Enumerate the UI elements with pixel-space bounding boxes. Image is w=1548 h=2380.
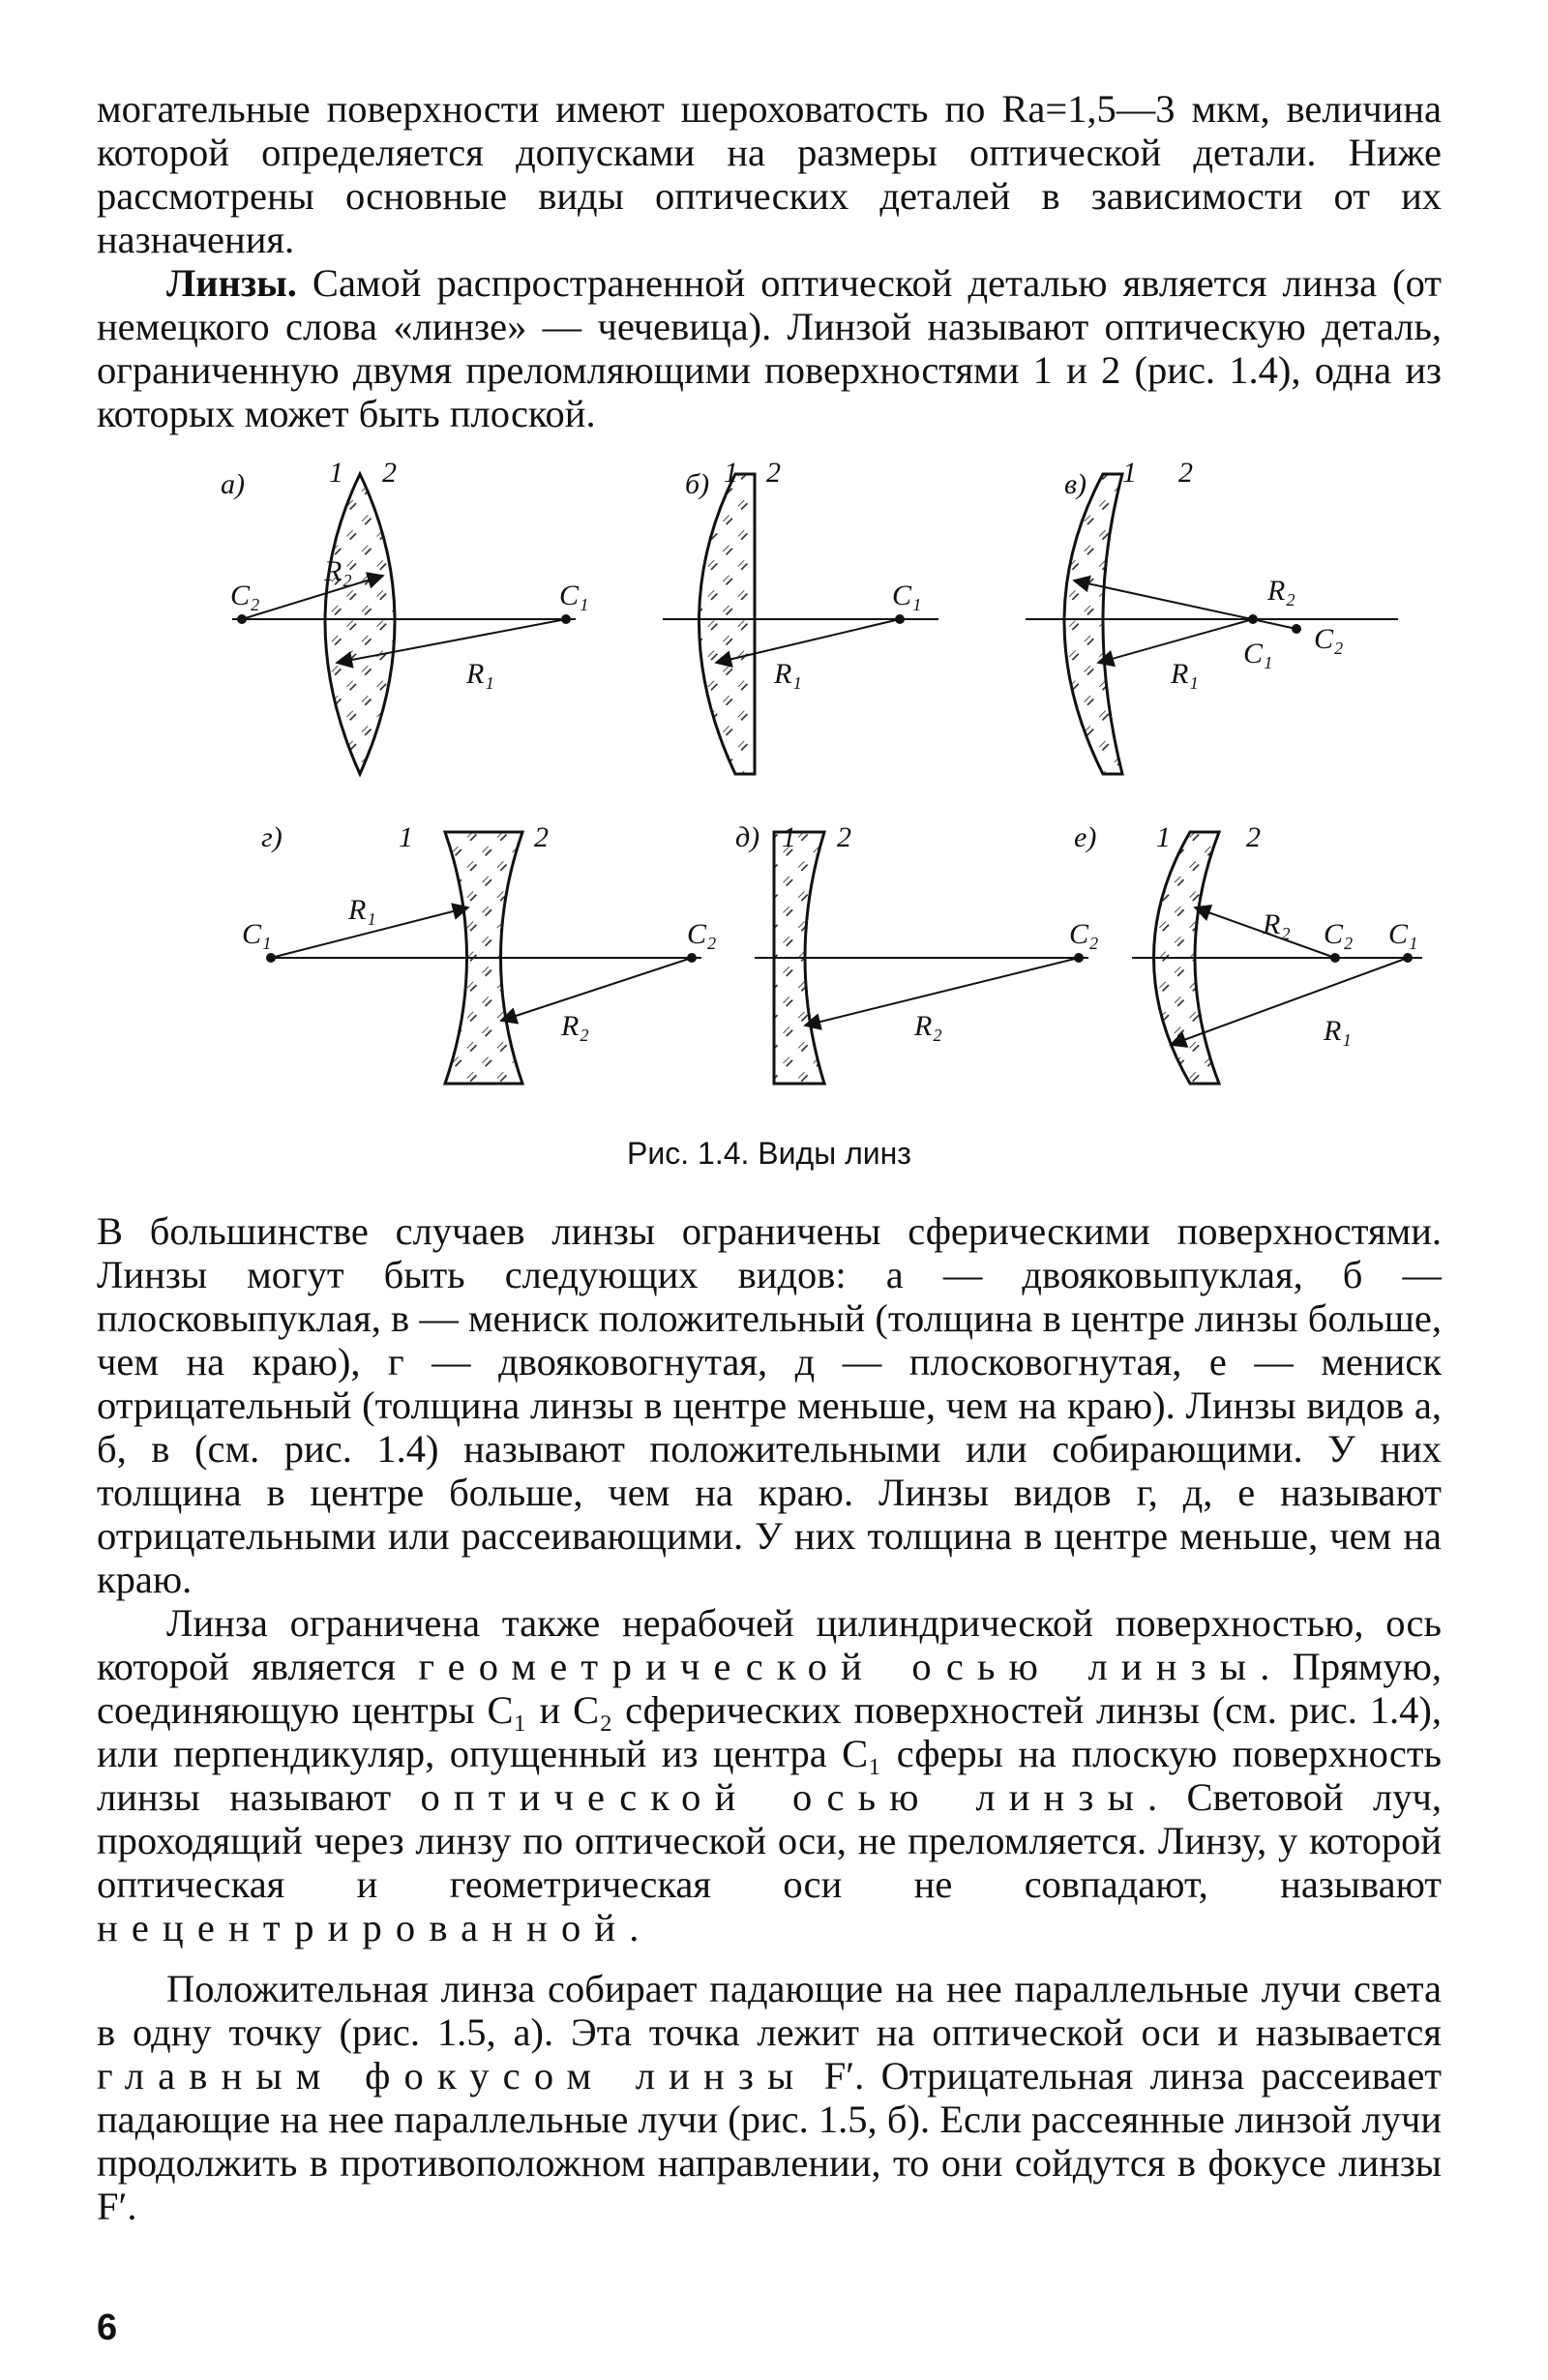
surface-2-label-g: 2 [534,821,549,853]
lens-b-body [700,474,756,774]
surface-1-label-d: 1 [782,821,796,853]
panel-v-positive-meniscus [1026,457,1398,774]
panel-tag-b: б) [685,468,710,500]
c2-label-d: C₂ [1069,918,1099,950]
panel-a-biconvex [221,457,588,774]
lens-diagrams [97,455,1442,1132]
figure-lens-types [97,455,1442,1209]
radius-r1-v [1098,619,1253,663]
focus-text-2: F′. Отрицательная линза рассеивает падающие на нее параллельные лучи (рис. 1.5, б). Если рассеянные линзой лучи продолжить в противоположном направлении, то они сойдутся в фокусе линзы F′. [97,2054,1443,2228]
paragraph-lenses-body: Самой распространенной оптической деталью является линза (от немецкого слова «линзе» — чечевица). Линзой называют оптическую деталь, ограниченную двумя преломляющими поверхностями 1 и 2 (рис. 1.4), одна из которых может быть плоской. [97,261,1442,435]
r2-label-d: R₂ [914,1010,942,1042]
surface-1-label-a: 1 [329,457,343,489]
surface-2-label-v: 2 [1178,457,1193,489]
figure-caption: Рис. 1.4. Виды линз [627,1136,911,1171]
r1-label-g: R₁ [348,894,376,926]
radius-r2-g [501,958,692,1021]
axes-text-2: . Прямую, соединяющую центры C₁ и C₂ сферических поверхностей линзы (см. рис. 1.4), или перпендикуляр, опущенный из центра C₁ сферы на плоскую поверхность линзы называют [97,1645,1442,1819]
panel-d-planoconcave [735,821,1098,1084]
lens-v-body [1064,474,1122,774]
r2-label-g: R₂ [561,1010,589,1042]
surface-2-label-a: 2 [382,457,397,489]
r2-label-v: R₂ [1267,575,1295,607]
r2-label-e: R₂ [1263,908,1291,940]
surface-2-label-e: 2 [1246,821,1261,853]
r1-label-e: R₁ [1324,1015,1352,1047]
surface-1-label-b: 1 [724,457,738,489]
r1-label-a: R₁ [466,658,494,690]
lens-a-body [325,474,395,774]
panel-b-planoconvex [663,457,938,774]
c1-label-b: C₁ [892,580,922,611]
term-main-focus: главным фокусом линзы [97,2054,808,2097]
c2-label-a: C₂ [230,580,260,611]
panel-e-negative-meniscus [1074,821,1422,1084]
c2-label-v: C₂ [1314,623,1344,655]
c1-label-g: C₁ [242,918,272,950]
c1-label-v: C₁ [1243,638,1273,669]
r2-label-a: R₂ [324,555,352,587]
paragraph-intro: могательные поверхности имеют шероховатость по Ra=1,5—3 мкм, величина которой определяется допусками на размеры оптической детали. Ниже рассмотрены основные виды оптических деталей в зависимости от их назначения. [97,87,1442,261]
paragraph-focus [97,1967,1442,2228]
page-content [97,87,1442,2228]
c2-label-g: C₂ [687,918,717,950]
r1-label-v: R₁ [1171,658,1199,690]
panel-tag-a: а) [221,468,245,500]
c1-label-e: C₁ [1388,918,1418,950]
section-heading-lenses: Линзы. [166,261,297,305]
term-decentered: нецентрированной [97,1906,630,1949]
radius-r1-e [1171,958,1408,1045]
term-optical-axis: оптической осью линзы [420,1775,1147,1819]
panel-tag-v: в) [1064,468,1087,500]
paragraph-lenses [97,261,1442,435]
axes-text-3: . Световой луч, проходящий через линзу по оптической оси, не преломляется. Линзу, у которой оптическая и геометрическая оси не совпадают, называют [97,1775,1442,1906]
panel-tag-d: д) [735,821,760,853]
axes-text-4: . [629,1906,640,1949]
surface-1-label-g: 1 [399,821,413,853]
focus-text-1: Положительная линза собирает падающие на нее параллельные лучи света в одну точку (рис. 1.5, а). Эта точка лежит на оптической оси и называется [97,1967,1442,2054]
axes-text-1: Линза ограничена также нерабочей цилиндрической поверхностью, ось которой является [97,1601,1442,1688]
c1-label-a: C₁ [559,580,589,611]
c2-label-e: C₂ [1324,918,1354,950]
panel-g-biconcave [242,821,716,1084]
paragraph-lens-kinds: В большинстве случаев линзы ограничены сферическими поверхностями. Линзы могут быть следующих видов: а — двояковыпуклая, б — плосковыпуклая, в — мениск положительный (толщина в центре линзы больше, чем на краю), г — двояковогнутая, д — плосковогнутая, е — мениск отрицательный (толщина линзы в центре меньше, чем на краю). Линзы видов а, б, в (см. рис. 1.4) называют положительными или собирающими. У них толщина в центре больше, чем на краю. Линзы видов г, д, е называют отрицательными или рассеивающими. У них толщина в центре меньше, чем на краю. [97,1209,1442,1601]
paragraph-lens-axes [97,1601,1442,1949]
r1-label-b: R₁ [774,658,802,690]
surface-1-label-v: 1 [1122,457,1137,489]
surface-1-label-e: 1 [1156,821,1171,853]
surface-2-label-d: 2 [837,821,851,853]
page-number: 6 [97,2307,118,2348]
surface-2-label-b: 2 [766,457,781,489]
term-geometric-axis: геометрической осью линзы [418,1645,1261,1688]
panel-tag-e: е) [1074,821,1097,853]
panel-tag-g: г) [261,821,283,853]
radius-r2-v [1074,580,1296,629]
